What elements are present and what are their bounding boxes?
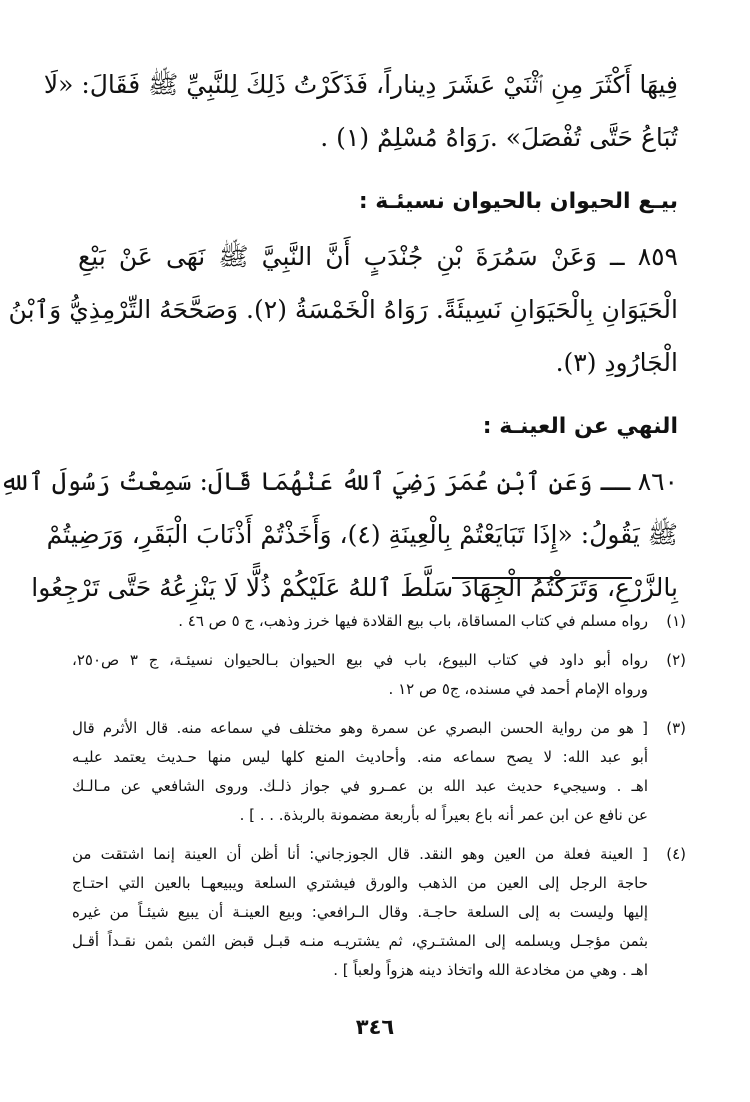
body-line: فِيهَا أَكْثَرَ مِنِ ٱثْنَيْ عَشَرَ دِيناراً، فَذَكَرْتُ ذَلِكَ لِلنَّبِيِّ ﷺ فَقَالَ: «لَا [43, 70, 678, 99]
footnote [72, 607, 686, 636]
body-line: الْجَارُودِ (٣). [555, 348, 678, 377]
footnote [72, 646, 686, 704]
footnote-marker: (٤) [666, 845, 686, 863]
page-number: ٣٤٦ [355, 1015, 395, 1039]
footnote-line: عن نافع عن ابن عمر أنه باع بعيراً له بأربعة مضمونة بالربذة. . . ] . [239, 806, 648, 824]
body-line: الْحَيَوَانِ بِالْحَيَوَانِ نَسِيئَةً. رَوَاهُ الْخَمْسَةُ (٢). وَصَحَّحَهُ التِّرْمِذِيُّ وَٱبْنُ [8, 295, 678, 324]
footnote-line: [ العينة فعلة من العين وهو النقد. قال الجوزجاني: أنا أظن أن العينة إنما اشتقت من [72, 845, 648, 863]
footnote-line: ورواه الإمام أحمد في مسنده، ج٥ ص ١٢ . [388, 680, 648, 698]
section-heading: النهي عن العينـة : [482, 414, 678, 439]
body-line: ﷺ يَقُولُ: «إِذَا تَبَايَعْتُمْ بِالْعِينَةِ (٤)، وَأَخَذْتُمْ أَذْنَابَ الْبَقَرِ، وَرَضِيتُمْ [46, 520, 678, 549]
footnote-marker: (١) [666, 612, 686, 630]
section-heading: بيـع الحيوان بالحيوان نسيئـة : [358, 189, 678, 214]
body-line: بِالزَّرْعِ، وَتَرَكْتُمُ الْجِهَادَ سَلَّطَ ٱللهُ عَلَيْكُمْ ذُلًّا لَا يَنْزِعُهُ حَتَّى تَرْجِعُوا [31, 573, 678, 602]
footnote-line: رواه مسلم في كتاب المساقاة، باب بيع القلادة فيها خرز وذهب، ج ٥ ص ٤٦ . [178, 612, 648, 630]
footnote-line: اهـ . وسيجيء حديث عبد الله بن عمـرو في جواز ذلـك. وروى الشافعي عن مـالـك [72, 777, 648, 795]
footnote-divider [452, 577, 632, 579]
footnote-line: بثمن مؤجـل ويسلمه إلى المشتـري، ثم يشتريـه منـه قبـل قبض الثمن بثمن نقـداً أقـل [72, 932, 648, 950]
footnote-line: إليها وليست به إلى السلعة حاجـة. وقال الـرافعي: وبيع العينـة أن يبيع شيئـاً من غيره [72, 903, 648, 921]
footnote-line: [ هو من رواية الحسن البصري عن سمرة وهو مختلف في سماعه منه. قال الأثرم قال [72, 719, 648, 737]
footnotes [72, 607, 686, 995]
footnote-line: حاجة الرجل إلى العين من الذهب والورق فيشتري السلعة ويبيعهـا بالعين التي احتـاج [72, 874, 648, 892]
footnote-line: اهـ . وهي من مخادعة الله واتخاذ دينه هزواً ولعباً ] . [333, 961, 648, 979]
footnote [72, 714, 686, 830]
main-text [0, 58, 678, 614]
body-line: ٨٦٠ ــ وَعَنِ ٱبْنِ عُمَرَ رَضِيَ ٱللهُ عَنْهُمَا قَالَ: سَمِعْتُ رَسُولَ ٱللهِ [0, 467, 678, 496]
footnote [72, 840, 686, 985]
body-line: ٨٥٩ ــ وَعَنْ سَمُرَةَ بْنِ جُنْدَبٍ أَنَّ النَّبِيَّ ﷺ نَهَى عَنْ بَيْعِ [78, 242, 678, 271]
footnote-marker: (٢) [666, 651, 686, 669]
footnote-marker: (٣) [666, 719, 686, 737]
footnote-line: أبو عبد الله: لا يصح سماعه منه. وأحاديث المنع كلها ليس منها حـديث يعتمد عليـه [72, 748, 648, 766]
footnote-line: رواه أبو داود في كتاب البيوع، باب في بيع الحيوان بـالحيوان نسيئـة، ج ٣ ص٢٥٠، [72, 651, 648, 669]
body-line: تُبَاعُ حَتَّى تُفْصَلَ» .رَوَاهُ مُسْلِمٌ (١) . [320, 123, 678, 152]
